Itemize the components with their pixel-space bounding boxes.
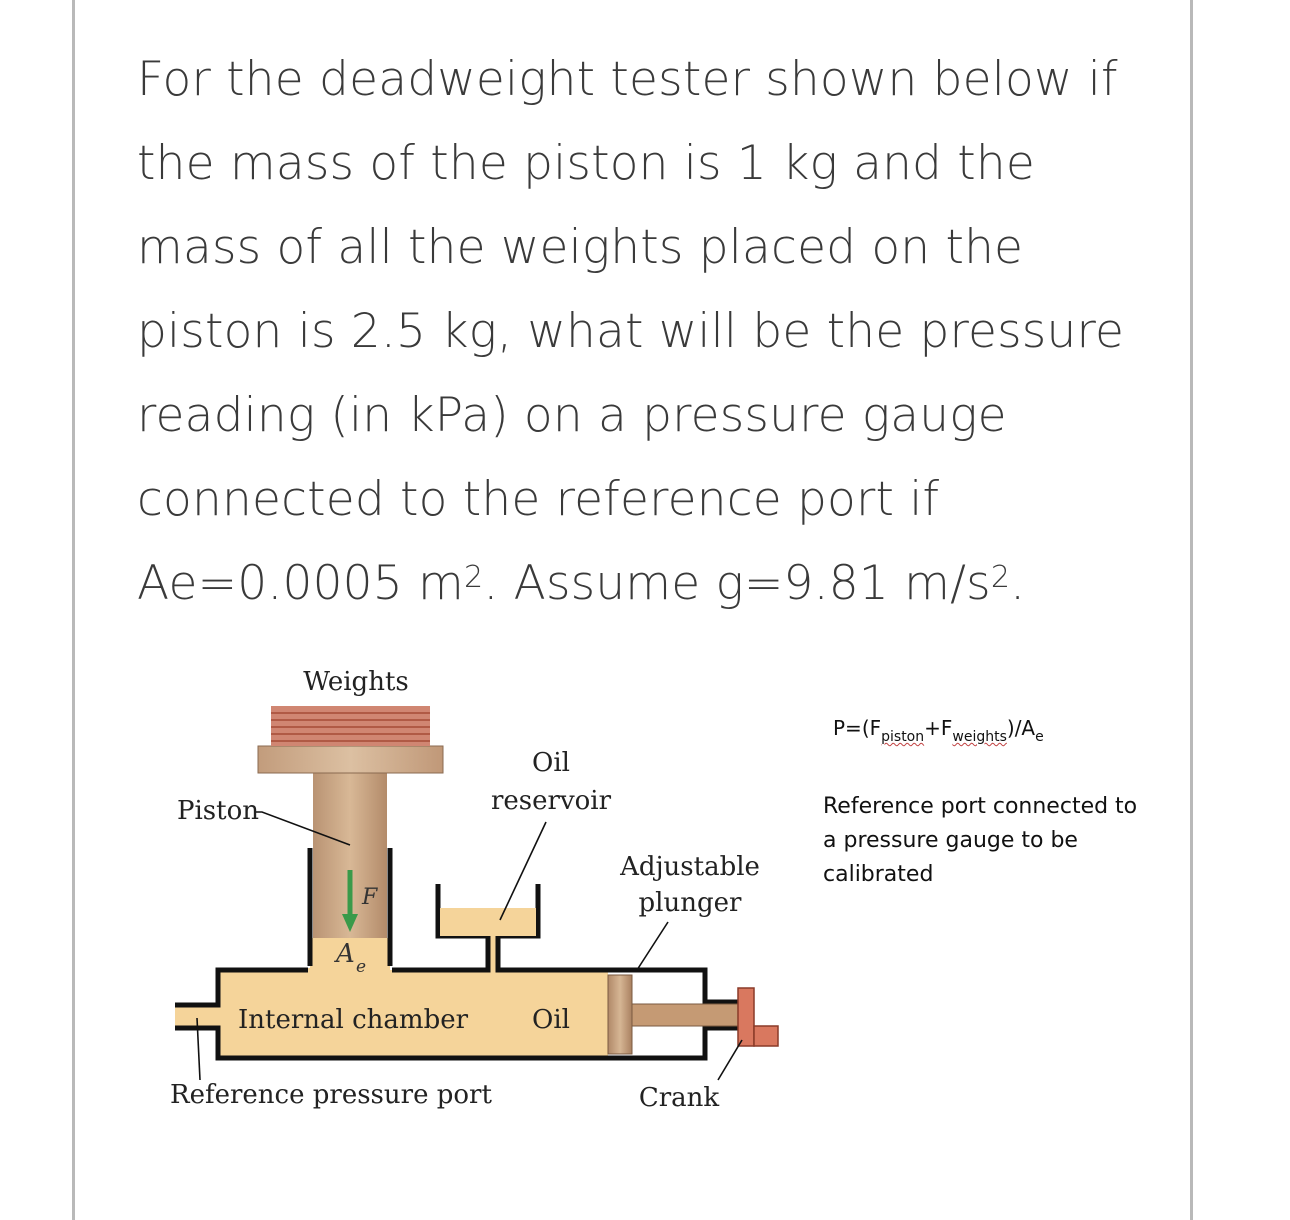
label-reference-port: Reference pressure port	[170, 1080, 492, 1110]
question-middle: . Assume g=9.81 m/s	[483, 556, 991, 611]
label-crank: Crank	[638, 1083, 720, 1113]
plunger-head	[608, 975, 632, 1054]
question-end: .	[1010, 556, 1026, 611]
label-oil: Oil	[532, 1005, 570, 1035]
label-oil-reservoir-1: Oil	[532, 748, 570, 778]
crank-handle	[754, 1026, 778, 1046]
pressure-formula	[833, 716, 1044, 745]
label-internal-chamber: Internal chamber	[238, 1005, 469, 1035]
label-weights: Weights	[303, 667, 409, 697]
reference-port-note: Reference port connected to a pressure gauge to be calibrated	[823, 794, 1138, 887]
label-force: F	[362, 885, 378, 910]
formula-sub-piston: piston	[881, 729, 925, 745]
label-area: A	[336, 939, 355, 969]
label-adjustable-2: plunger	[638, 888, 742, 918]
label-piston: Piston	[177, 796, 259, 826]
label-oil-reservoir-2: reservoir	[490, 786, 612, 816]
label-adjustable-1: Adjustable	[620, 852, 760, 882]
plunger-rod	[632, 1004, 738, 1026]
question-superscript-1: 2	[464, 560, 484, 595]
oil-reservoir-oil	[440, 908, 536, 936]
formula-part-3: )/A	[1006, 716, 1036, 740]
formula-sub-weights: weights	[952, 729, 1007, 745]
crank-disc	[738, 988, 754, 1046]
question-main: For the deadweight tester shown below if the mass of the piston is 1 kg and the mass of all the weights placed on the piston is 2.5 kg, what will be the pressure reading (in kPa) on a pressure gauge connected to the reference port if Ae=0.0005 m	[137, 52, 1125, 611]
formula-sub-e: e	[1035, 729, 1044, 745]
formula-part-2: +F	[924, 716, 953, 740]
formula-part-1: P=(F	[833, 716, 882, 740]
piston-cap	[258, 746, 443, 773]
label-area-subscript: e	[356, 957, 367, 977]
question-superscript-2: 2	[990, 560, 1011, 595]
